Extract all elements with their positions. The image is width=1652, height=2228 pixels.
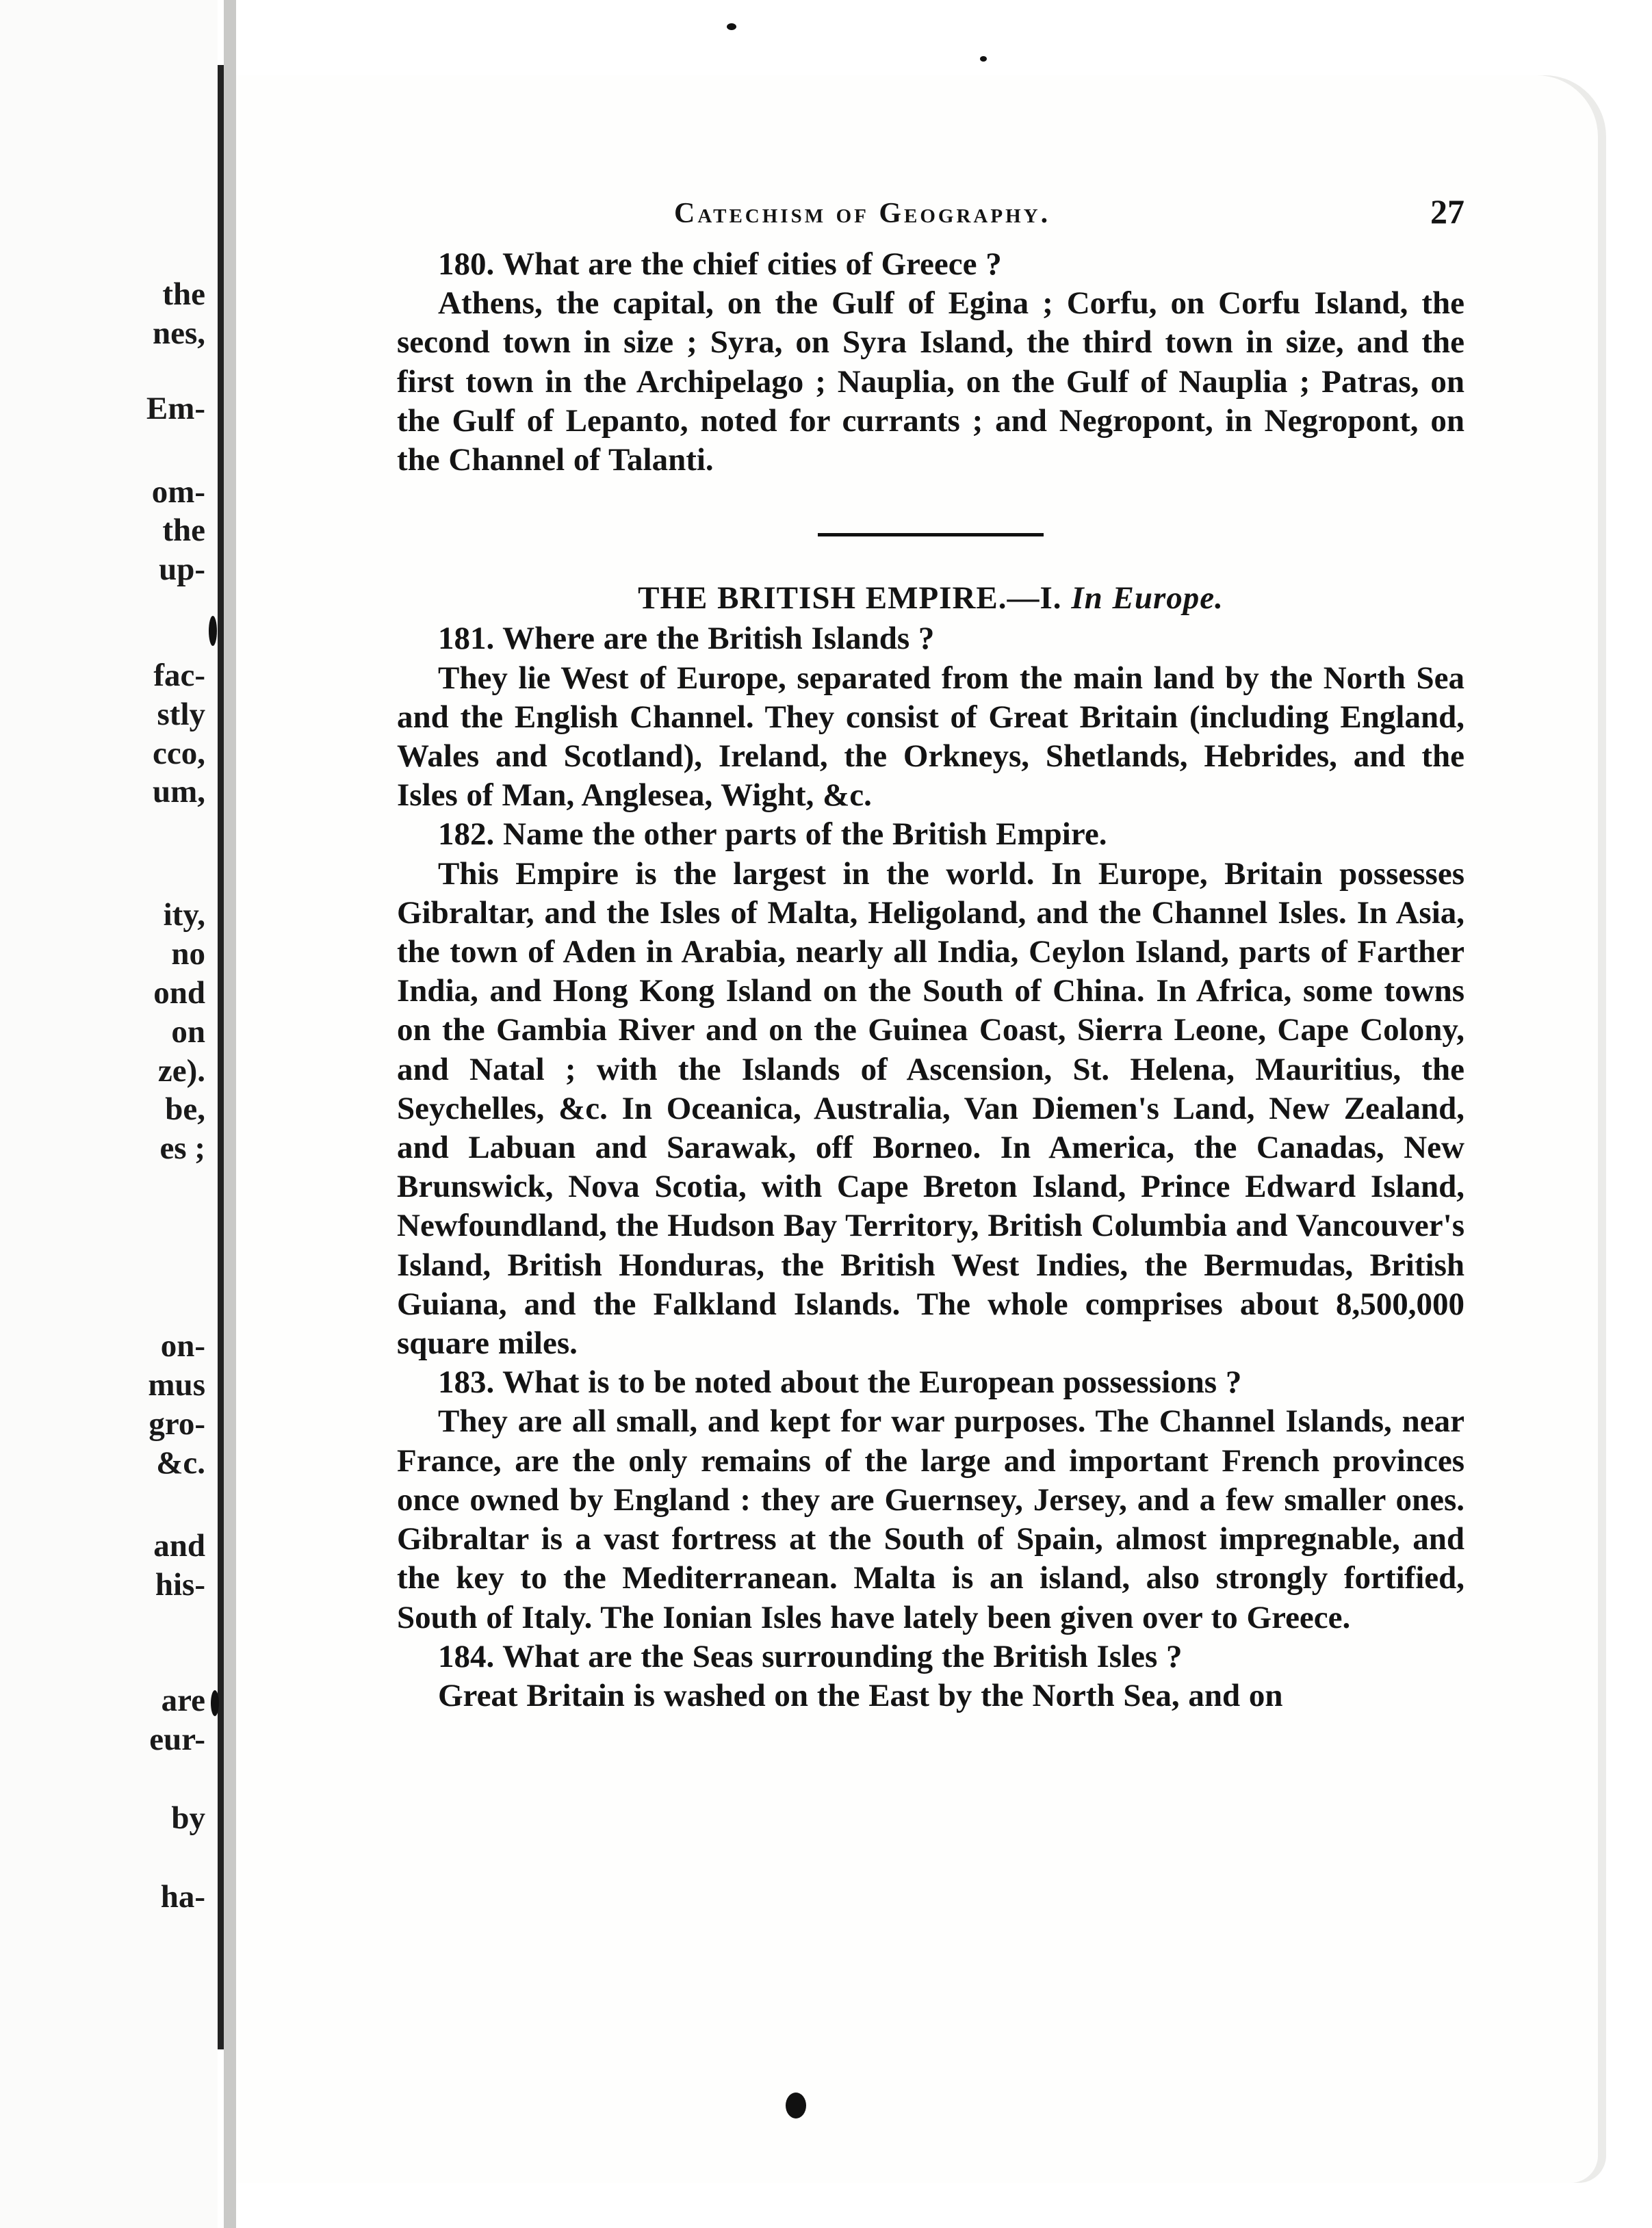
question-181: 181. Where are the British Islands ? bbox=[438, 621, 935, 657]
left-page-fragment: es ; bbox=[159, 1130, 205, 1166]
left-facing-page bbox=[0, 0, 218, 2228]
section-divider-rule bbox=[818, 533, 1044, 536]
body-text bbox=[397, 245, 1464, 1715]
left-page-fragment: by bbox=[171, 1800, 205, 1836]
left-page-fragment: nes, bbox=[152, 315, 205, 351]
ink-speck bbox=[727, 23, 736, 30]
answer-180: Athens, the capital, on the Gulf of Egina ; Corfu, on Corfu Island, the second town in size ; Syra, on Syra Island, the third town in size, and the first town in the Archipelago ; Nauplia, on the Gulf of Nauplia ; Patras, on the Gulf of Lepanto, noted for currants ; and Negropont, in Negropont, on the Channel of Talanti. bbox=[397, 285, 1464, 478]
left-page-fragment: the bbox=[162, 276, 205, 312]
binding-thread-mark bbox=[209, 616, 217, 646]
left-page-fragment: up- bbox=[159, 552, 205, 587]
left-page-fragment: eur- bbox=[149, 1722, 205, 1757]
running-title: Catechism of Geography. bbox=[674, 198, 1051, 229]
running-head bbox=[397, 192, 1464, 238]
section-heading-italic: In Europe. bbox=[1071, 580, 1224, 617]
ink-speck bbox=[980, 56, 987, 62]
question-180: 180. What are the chief cities of Greece ? bbox=[438, 246, 1002, 282]
left-page-fragment: ha- bbox=[160, 1879, 205, 1915]
left-page-fragment: his- bbox=[155, 1567, 205, 1603]
left-page-fragment: on- bbox=[160, 1328, 205, 1364]
left-page-fragment: fac- bbox=[153, 658, 205, 693]
left-page-fragment: um, bbox=[152, 774, 205, 809]
answer-183: They are all small, and kept for war purposes. The Channel Islands, near France, are the only remains of the large and important French provinces once owned by England : they are Guernsey, Jersey, and a few smaller ones. Gibraltar is a vast fortress at the South of Spain, almost impregnable, and the key to the Mediterranean. Malta is an island, also strongly fortified, South of Italy. The Ionian Isles have lately been given over to Greece. bbox=[397, 1403, 1464, 1635]
left-page-fragment: Em- bbox=[146, 391, 205, 426]
left-page-fragment: ity, bbox=[163, 897, 205, 933]
left-page-fragment: gro- bbox=[149, 1406, 205, 1442]
left-page-fragment: stly bbox=[157, 697, 205, 732]
main-page bbox=[236, 75, 1598, 2183]
left-page-fragment: be, bbox=[165, 1091, 205, 1127]
left-page-fragment: ze). bbox=[157, 1053, 205, 1089]
question-184: 184. What are the Seas surrounding the British Isles ? bbox=[438, 1638, 1183, 1674]
left-page-fragment: ond bbox=[153, 975, 205, 1011]
left-page-fragment: on bbox=[171, 1014, 205, 1050]
question-182: 182. Name the other parts of the British Empire. bbox=[438, 816, 1107, 853]
ink-smudge bbox=[786, 2093, 806, 2119]
answer-182: This Empire is the largest in the world. In Europe, Britain possesses Gibraltar, and the Isles of Malta, Heligoland, and the Channel Isles. In Asia, the town of Aden in Arabia, nearly all India, Ceylon Island, parts of Farther India, and Hong Kong Island on the South of China. In Africa, some towns on the Gambia River and on the Guinea Coast, Sierra Leone, Cape Colony, and Natal ; with the Islands of Ascension, St. Helena, Mauritius, the Seychelles, &c. In Oceanica, Australia, Van Diemen's Land, New Zealand, and Labuan and Sarawak, off Borneo. In America, the Canadas, New Brunswick, Nova Scotia, with Cape Breton Island, Prince Edward Island, Newfoundland, the Hudson Bay Territory, British Columbia and Vancouver's Island, British Honduras, the British West Indies, the Bermudas, British Guiana, and the Falkland Islands. The whole comprises about 8,500,000 square miles. bbox=[397, 855, 1464, 1362]
left-page-fragment: om- bbox=[151, 474, 205, 510]
binding-thread-mark bbox=[211, 1690, 219, 1716]
answer-181: They lie West of Europe, separated from the main land by the North Sea and the English Channel. They consist of Great Britain (including England, Wales and Scotland), Ireland, the Orkneys, Shetlands, Hebrides, and the Isles of Man, Anglesea, Wight, &c. bbox=[397, 660, 1464, 814]
left-page-fragment: cco, bbox=[153, 736, 205, 771]
question-183: 183. What is to be noted about the European possessions ? bbox=[438, 1364, 1242, 1401]
answer-184: Great Britain is washed on the East by the North Sea, and on bbox=[438, 1677, 1283, 1713]
section-heading-main: THE BRITISH EMPIRE.—I. bbox=[638, 580, 1062, 617]
left-page-fragment: the bbox=[162, 513, 205, 548]
left-page-fragment: and bbox=[153, 1528, 205, 1564]
binding-shadow bbox=[224, 0, 236, 2228]
section-heading bbox=[397, 579, 1464, 618]
page-number: 27 bbox=[1430, 192, 1464, 231]
left-page-fragment: mus bbox=[148, 1367, 205, 1403]
left-page-fragment: &c. bbox=[156, 1445, 205, 1481]
left-page-fragment: no bbox=[171, 936, 205, 972]
binding-gutter-line bbox=[218, 65, 224, 2049]
left-page-fragment: are bbox=[161, 1683, 205, 1718]
